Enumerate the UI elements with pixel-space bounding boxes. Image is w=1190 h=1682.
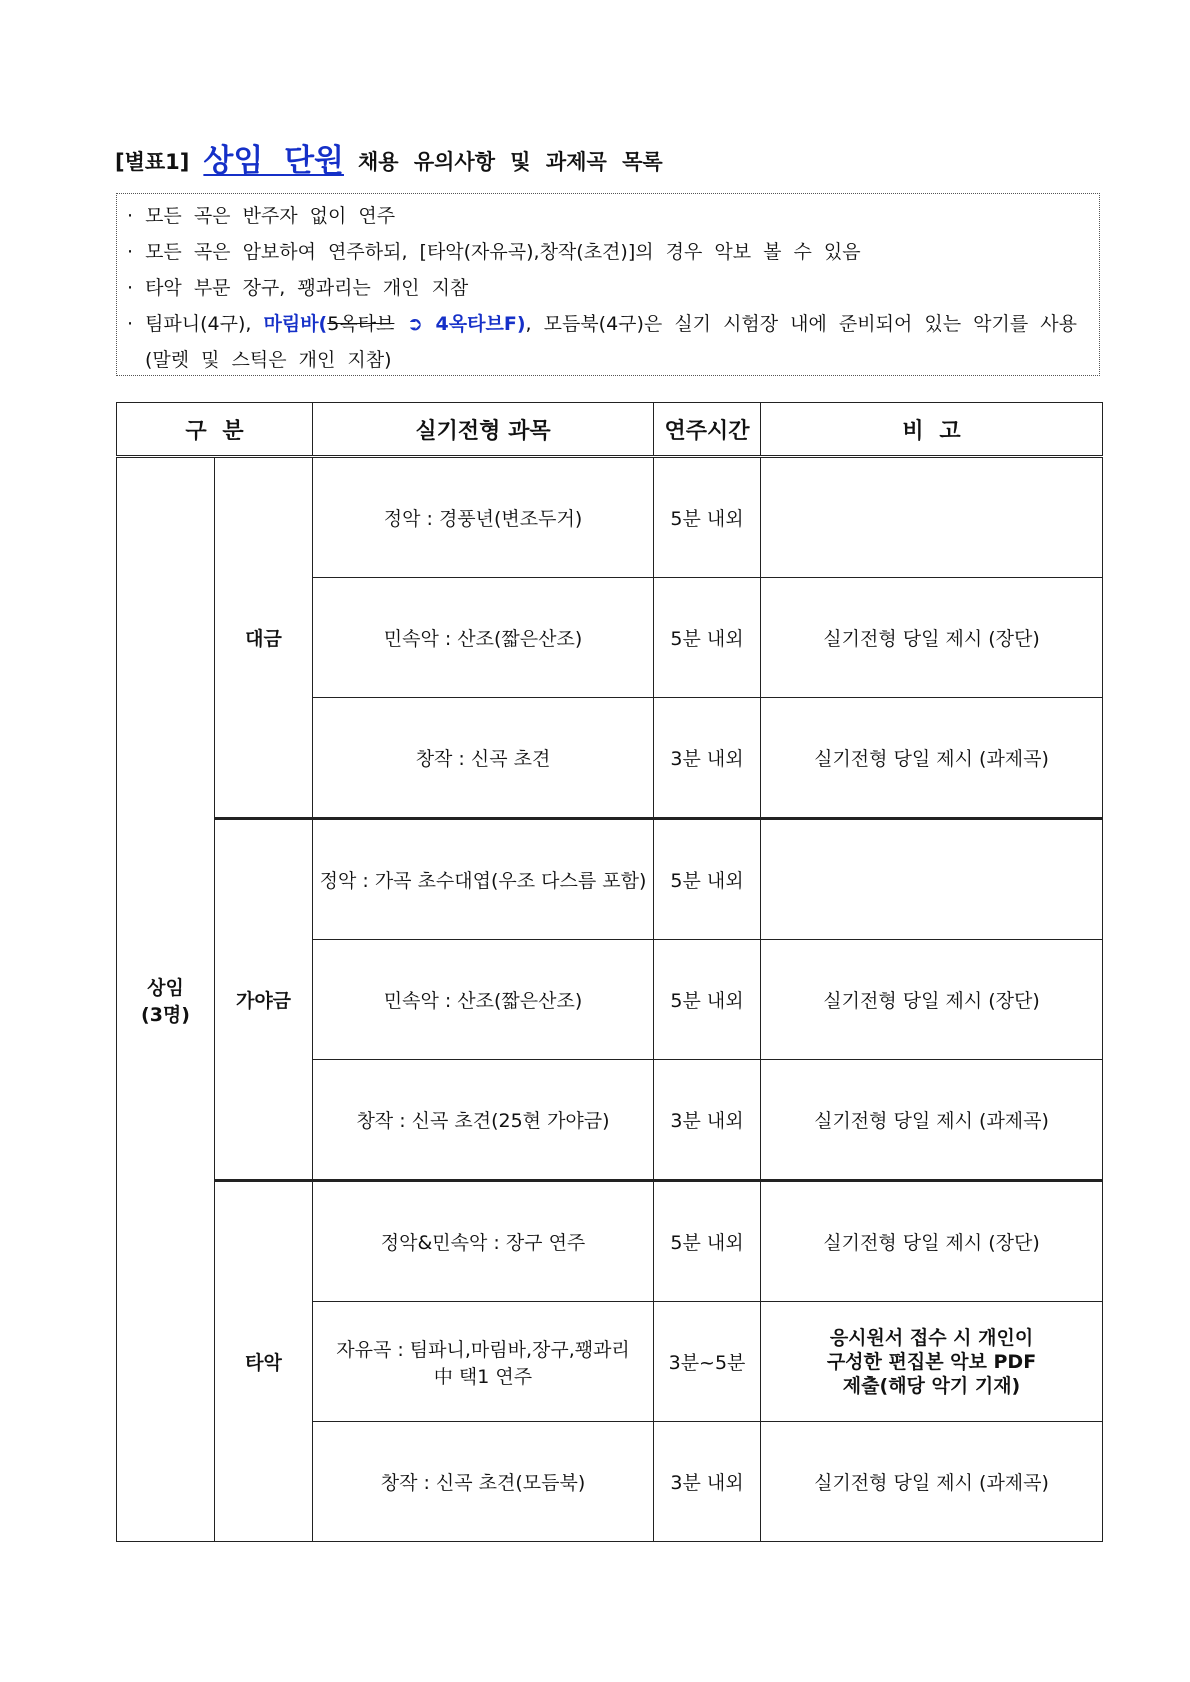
group-gayageum: 가야금 [215, 819, 313, 1181]
note-cell: 실기전형 당일 제시 (과제곡) [761, 1060, 1103, 1181]
time-cell: 5분 내외 [654, 457, 761, 578]
notice-text: · 팀파니(4구), [127, 313, 264, 335]
table-row [117, 1181, 1103, 1302]
note-cell [761, 457, 1103, 578]
header-category: 구 분 [117, 403, 313, 457]
category-label: 상임 [147, 976, 184, 999]
subject-cell: 민속악 : 산조(짧은산조) [313, 940, 654, 1060]
table-row [117, 457, 1103, 578]
note-cell [761, 1302, 1103, 1422]
subject-line: 자유곡 : 팀파니,마림바,장구,꽹과리 [336, 1338, 630, 1361]
subject-line: 中 택1 연주 [433, 1365, 533, 1388]
time-cell: 5분 내외 [654, 578, 761, 698]
subject-cell: 정악&민속악 : 장구 연주 [313, 1181, 654, 1302]
table-row [117, 819, 1103, 940]
marimba-text [264, 313, 526, 335]
time-cell: 5분 내외 [654, 819, 761, 940]
note-cell: 실기전형 당일 제시 (과제곡) [761, 1422, 1103, 1542]
notice-line: · 타악 부문 장구, 꽹과리는 개인 지참 [127, 277, 469, 299]
group-daegeum: 대금 [215, 457, 313, 819]
heading-prefix: [별표1] [115, 150, 190, 174]
group-taak: 타악 [215, 1181, 313, 1542]
notice-line: (말렛 및 스틱은 개인 지참) [145, 349, 392, 371]
notice-box [116, 193, 1100, 376]
category-cell [117, 457, 215, 1542]
note-cell [761, 819, 1103, 940]
time-cell: 3분 내외 [654, 698, 761, 819]
heading-title: 채용 유의사항 및 과제곡 목록 [357, 150, 663, 174]
page-heading [115, 136, 663, 180]
subject-cell: 정악 : 가곡 초수대엽(우조 다스름 포함) [313, 819, 654, 940]
subject-cell [313, 1302, 654, 1422]
note-cell: 실기전형 당일 제시 (장단) [761, 940, 1103, 1060]
header-note: 비 고 [761, 403, 1103, 457]
marimba-label: 마림바( [263, 313, 328, 335]
note-cell: 실기전형 당일 제시 (장단) [761, 1181, 1103, 1302]
notice-text: , 모듬북(4구)은 실기 시험장 내에 준비되어 있는 악기를 사용 [525, 313, 1077, 335]
subject-cell: 정악 : 경풍년(변조두거) [313, 457, 654, 578]
category-count: (3명) [141, 1003, 190, 1026]
table-header-row [117, 403, 1103, 457]
time-cell: 3분 내외 [654, 1422, 761, 1542]
time-cell: 5분 내외 [654, 940, 761, 1060]
time-cell: 5분 내외 [654, 1181, 761, 1302]
notice-line [127, 306, 1099, 342]
struck-text: 5옥타브 [327, 313, 395, 335]
heading-unit: 상임 단원 [203, 143, 344, 179]
subject-cell: 창작 : 신곡 초견 [313, 698, 654, 819]
notice-line: · 모든 곡은 반주자 없이 연주 [127, 205, 396, 227]
header-time: 연주시간 [654, 403, 761, 457]
note-cell: 실기전형 당일 제시 (장단) [761, 578, 1103, 698]
time-cell: 3분~5분 [654, 1302, 761, 1422]
subject-cell: 창작 : 신곡 초견(25현 가야금) [313, 1060, 654, 1181]
note-cell: 실기전형 당일 제시 (과제곡) [761, 698, 1103, 819]
subject-cell: 창작 : 신곡 초견(모듬북) [313, 1422, 654, 1542]
note-line: 응시원서 접수 시 개인이 [829, 1326, 1034, 1349]
exam-table [116, 402, 1103, 1542]
notice-line: · 모든 곡은 암보하여 연주하되, [타악(자유곡),창작(초견)]의 경우 악보 볼 수 있음 [127, 241, 861, 263]
marimba-change: ➲ 4옥타브F) [394, 313, 526, 335]
time-cell: 3분 내외 [654, 1060, 761, 1181]
header-subject: 실기전형 과목 [313, 403, 654, 457]
subject-cell: 민속악 : 산조(짧은산조) [313, 578, 654, 698]
note-line: 제출(해당 악기 기재) [842, 1374, 1021, 1397]
note-line: 구성한 편집본 악보 PDF [826, 1350, 1037, 1373]
